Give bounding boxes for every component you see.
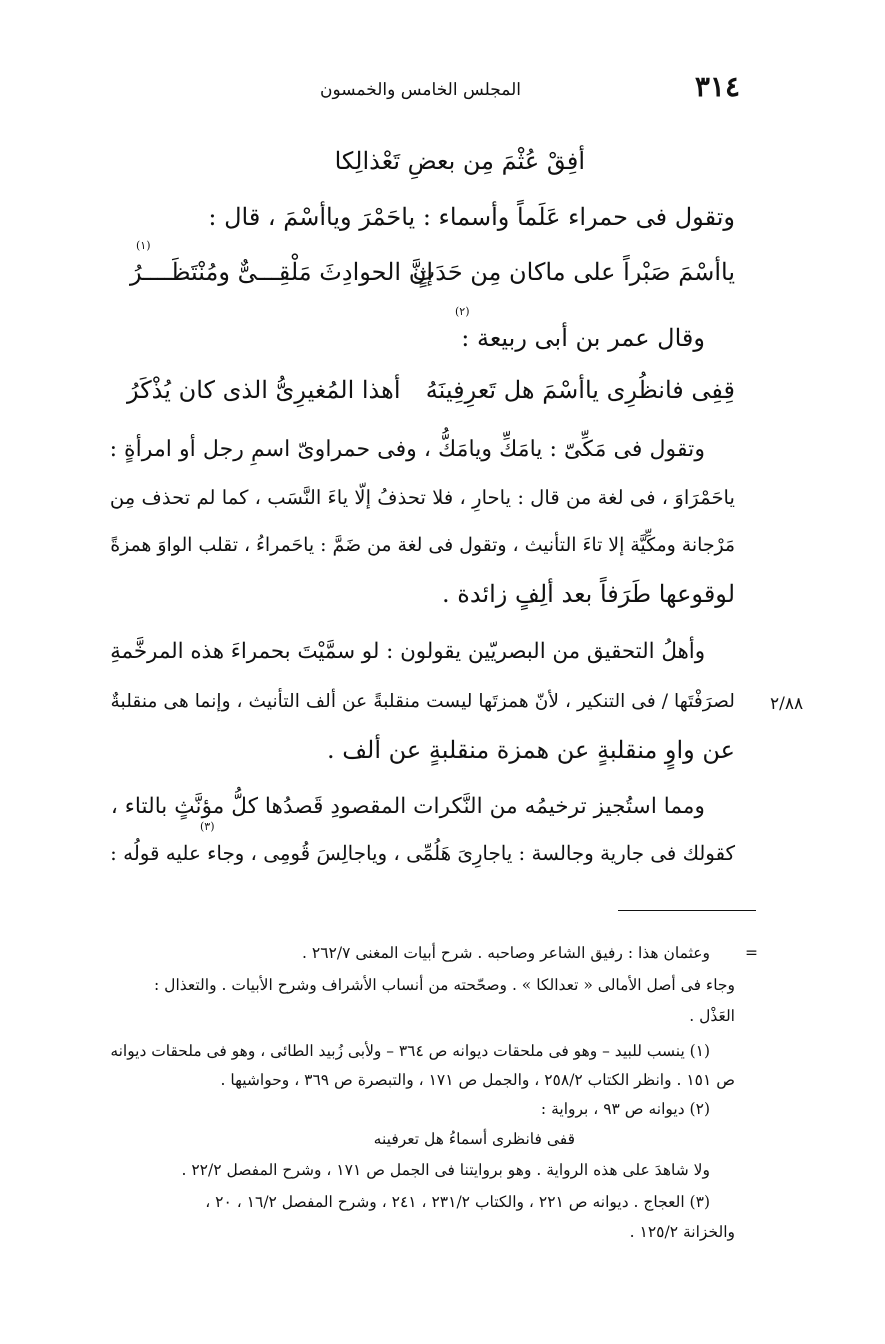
verse-right-hemistich: ياأسْمَ صَبْراً على ماكان مِن حَدَثٍ — [412, 258, 735, 286]
footnote-marker: (١) — [136, 239, 151, 252]
text-line: ياحَمْرَاوَ ، فى لغة من قال : ياحارِ ، فلا تحذفُ إلّا ياءَ النَّسَب ، كما لم تحذف مِن — [109, 486, 735, 509]
footnote-marker: (٣) — [200, 820, 215, 833]
footnote-line: وجاء فى أصل الأمالى « تعدالكا » . وصحّحته من أنساب الأشراف وشرح الأبيات . والتعذال : — [154, 976, 735, 994]
footnote-marker: (٢) — [455, 305, 470, 318]
text-line: ومما استُجيز ترخيمُه من النَّكرات المقصودِ قَصدُها كلُّ مؤنَّثٍ بالتاء ، — [110, 794, 705, 819]
text-line: وتقول فى حمراء عَلَماً وأسماء : ياحَمْرَ وياأسْمَ ، قال : — [208, 203, 735, 231]
footnote-line: ولا شاهدَ على هذه الرواية . وهو بروايتنا فى الجمل ص ١٧١ ، وشرح المفصل ٢٢/٢ . — [181, 1161, 710, 1179]
footnote-line: ص ١٥١ . وانظر الكتاب ٢٥٨/٢ ، والجمل ص ١٧١ ، والتبصرة ص ٣٦٩ ، وحواشيها . — [220, 1071, 735, 1089]
continuation-mark: = — [745, 944, 758, 962]
text-line: وتقول فى مَكِّىّ : يامَكِّ ويامَكُّ ، وفى حمراوىّ اسمِ رجل أو امرأةٍ : — [109, 436, 705, 462]
margin-reference: ٢/٨٨ — [770, 694, 804, 714]
running-title: المجلس الخامس والخمسون — [320, 80, 521, 100]
verse-left-hemistich: أهذا المُغيرِىُّ الذى كان يُذْكَرُ — [127, 376, 401, 404]
text-line: لوقوعها طَرَفاً بعد ألِفٍ زائدة . — [442, 580, 735, 608]
page-number: ٣١٤ — [694, 70, 740, 103]
verse-left-hemistich: إنَّ الحوادِثَ مَلْقِـــىٌّ ومُنْتَظَــــرُ — [130, 258, 434, 286]
text-line: وأهلُ التحقيق من البصريّين يقولون : لو سمَّيْتَ بحمراءَ هذه المرخَّمةِ — [110, 639, 705, 664]
text-line: عن واوٍ منقلبةٍ عن همزة منقلبةٍ عن ألف . — [326, 736, 735, 764]
footnote-line: (١) ينسب للبيد – وهو فى ملحقات ديوانه ص ٣٦٤ – ولأبى زُبيد الطائى ، وهو فى ملحقات ديوانه — [110, 1042, 710, 1060]
verse-right-hemistich: قِفِى فانظُرِى ياأسْمَ هل تَعرِفِينَهُ — [425, 376, 735, 404]
text-line: لصرَفْتَها / فى التنكير ، لأنّ همزتَها ليست منقلبةً عن ألف التأنيث ، وإنما هى منقلبةٌ — [110, 691, 735, 712]
footnote-line: وعثمان هذا : رفيق الشاعر وصاحبه . شرح أبيات المغنى ٢٦٢/٧ . — [302, 944, 710, 962]
footnote-line: (٣) العجاج . ديوانه ص ٢٢١ ، والكتاب ٢٣١/٢ ، ٢٤١ ، وشرح المفصل ١٦/٢ ، ٢٠ ، — [205, 1193, 710, 1211]
text-line: كقولك فى جارية وجالسة : ياجارِىَ هَلُمِّى ، وياجالِسَ قُومِى ، وجاء عليه قولُه : — [110, 842, 735, 865]
text-line: وقال عمر بن أبى ربيعة : — [461, 324, 705, 352]
footnote-line: العَذْل . — [689, 1007, 735, 1025]
footnote-line: والخزانة ١٢٥/٢ . — [629, 1223, 735, 1241]
running-head — [320, 70, 740, 110]
footnote-line: (٢) ديوانه ص ٩٣ ، برواية : — [540, 1100, 710, 1118]
text-line: مَرْجانة ومكِّيَّة إلا تاءَ التأنيث ، وتقول فى لغة من ضَمَّ : ياحَمراءُ ، تقلب الواوَ همزةً — [110, 534, 735, 556]
verse-line-hemistich: أفِقْ عُثْمَ مِن بعضِ تَعْذالِكا — [334, 147, 585, 175]
footnote-separator — [618, 910, 756, 911]
footnote-verse: قفى فانظرى أسماءُ هل تعرفينه — [373, 1130, 575, 1148]
